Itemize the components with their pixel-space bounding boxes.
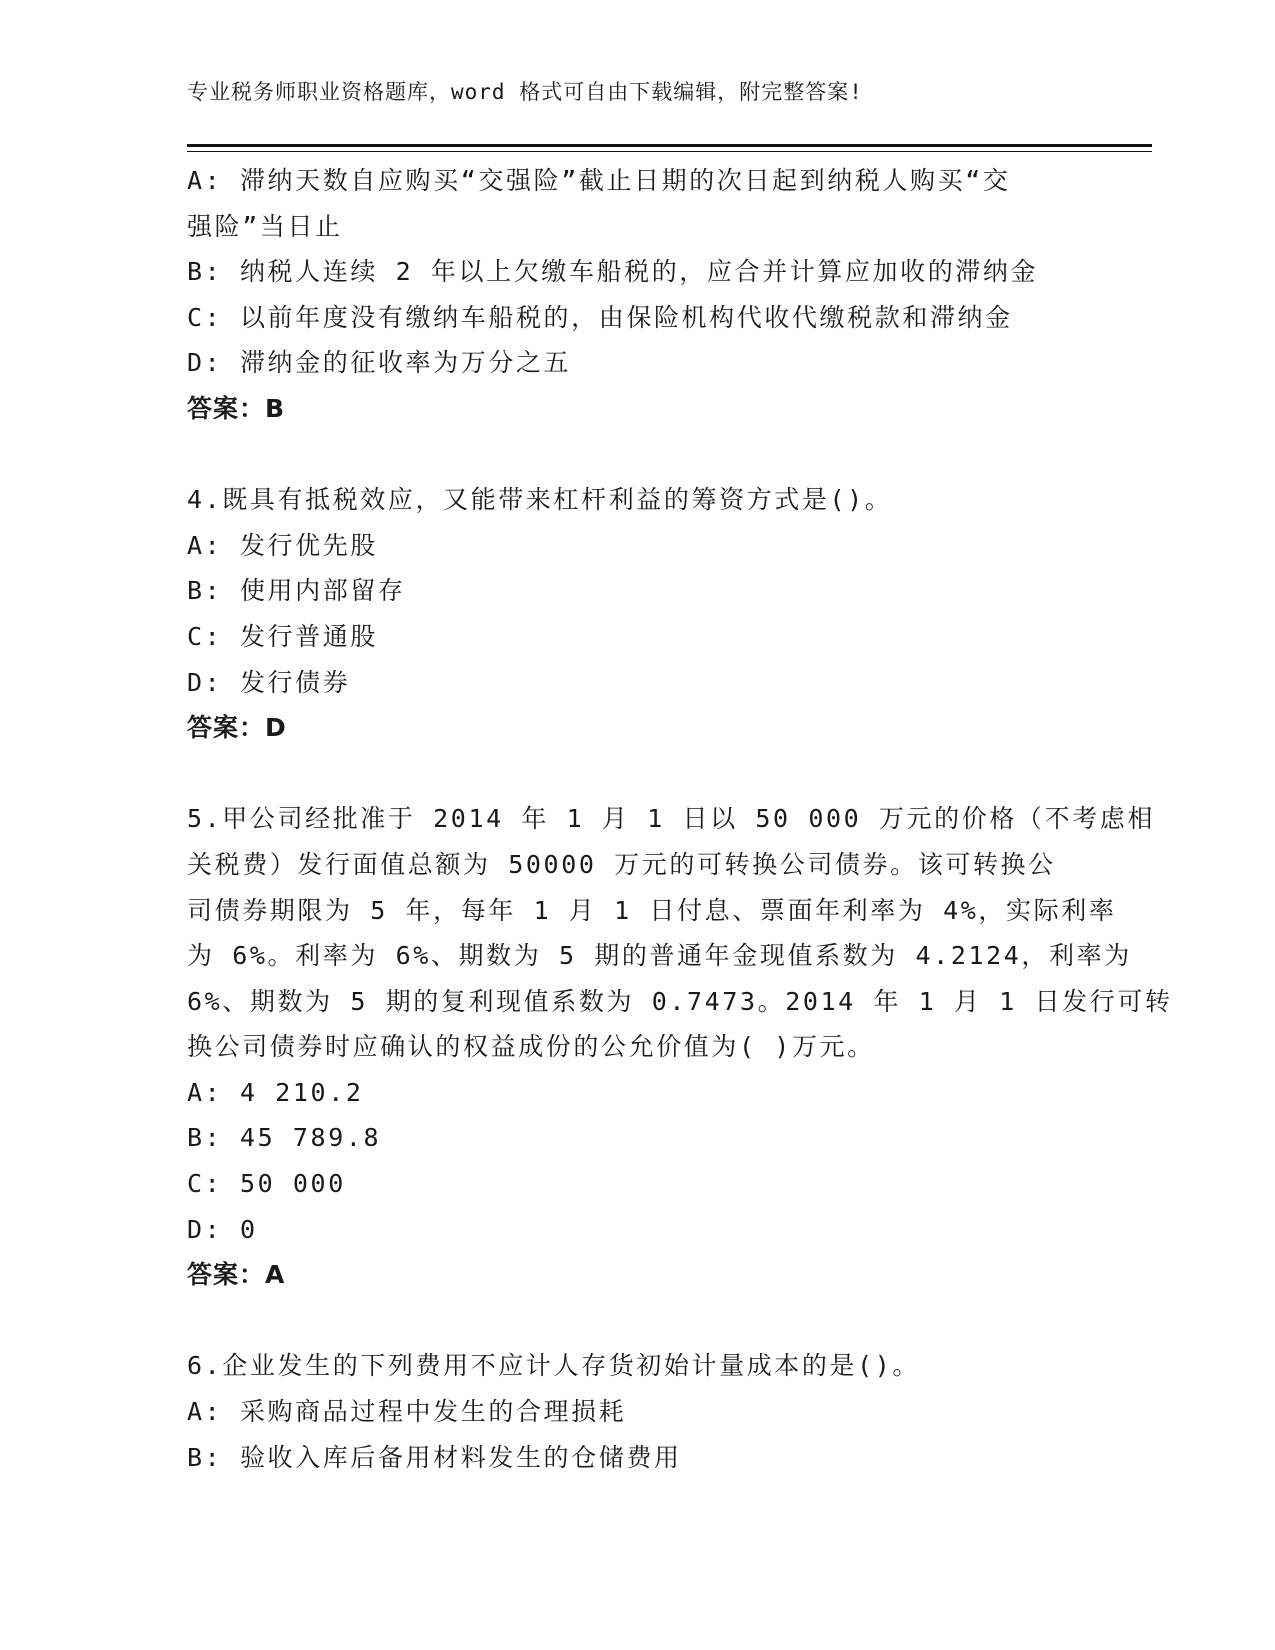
q3-option-d: D: 滞纳金的征收率为万分之五 (187, 348, 572, 378)
document-content (187, 158, 1173, 1480)
q5-option-b: B: 45 789.8 (187, 1123, 382, 1153)
q5-question-line: 关税费）发行面值总额为 50000 万元的可转换公司债券。该可转换公 (187, 849, 1056, 879)
q6-option-b: B: 验收入库后备用材料发生的仓储费用 (187, 1442, 682, 1472)
q5-question-line: 为 6%。利率为 6%、期数为 5 期的普通年金现值系数为 4.2124，利率为 (187, 941, 1132, 971)
q4-question: 4.既具有抵税效应，又能带来杠杆利益的筹资方式是()。 (187, 485, 893, 515)
q3-option-c: C: 以前年度没有缴纳车船税的，由保险机构代收代缴税款和滞纳金 (187, 302, 1013, 332)
q4-option-a: A: 发行优先股 (187, 530, 378, 560)
header-rule-thin (187, 151, 1152, 152)
spacer (187, 432, 1087, 478)
q4-option-d: D: 发行债券 (187, 667, 351, 697)
q5-option-c: C: 50 000 (187, 1169, 346, 1199)
header-rule-thick (187, 144, 1152, 147)
q3-option-b: B: 纳税人连续 2 年以上欠缴车船税的，应合并计算应加收的滞纳金 (187, 257, 1039, 287)
q3-answer: 答案：B (187, 393, 286, 423)
q5-question-line: 司债券期限为 5 年，每年 1 月 1 日付息、票面年利率为 4%，实际利率 (187, 895, 1117, 925)
q5-question-line: 6%、期数为 5 期的复利现值系数为 0.7473。2014 年 1 月 1 日发行可转 (187, 986, 1173, 1016)
q6-question: 6.企业发生的下列费用不应计人存货初始计量成本的是()。 (187, 1351, 921, 1381)
q4-answer: 答案：D (187, 713, 287, 743)
q5-option-a: A: 4 210.2 (187, 1077, 364, 1107)
question-6-block (187, 1343, 1087, 1480)
q5-answer: 答案：A (187, 1260, 286, 1290)
spacer (187, 751, 1087, 797)
q6-option-a: A: 采购商品过程中发生的合理损耗 (187, 1397, 627, 1427)
q4-option-c: C: 发行普通股 (187, 621, 378, 651)
q5-question-line: 换公司债券时应确认的权益成份的公允价值为( )万元。 (187, 1032, 875, 1062)
question-3-block (187, 158, 1087, 432)
spacer (187, 1298, 1087, 1344)
q3-option-a-line2: 强险”当日止 (187, 211, 343, 241)
q5-option-d: D: 0 (187, 1214, 258, 1244)
question-5-block (187, 796, 1173, 1298)
question-4-block (187, 477, 1087, 751)
q5-question-line: 5.甲公司经批准于 2014 年 1 月 1 日以 50 000 万元的价格（不考虑相 (187, 804, 1155, 834)
q4-option-b: B: 使用内部留存 (187, 576, 406, 606)
q3-option-a-line1: A: 滞纳天数自应购买“交强险”截止日期的次日起到纳税人购买“交 (187, 166, 1011, 195)
page-header: 专业税务师职业资格题库，word 格式可自由下载编辑，附完整答案! (187, 80, 863, 104)
